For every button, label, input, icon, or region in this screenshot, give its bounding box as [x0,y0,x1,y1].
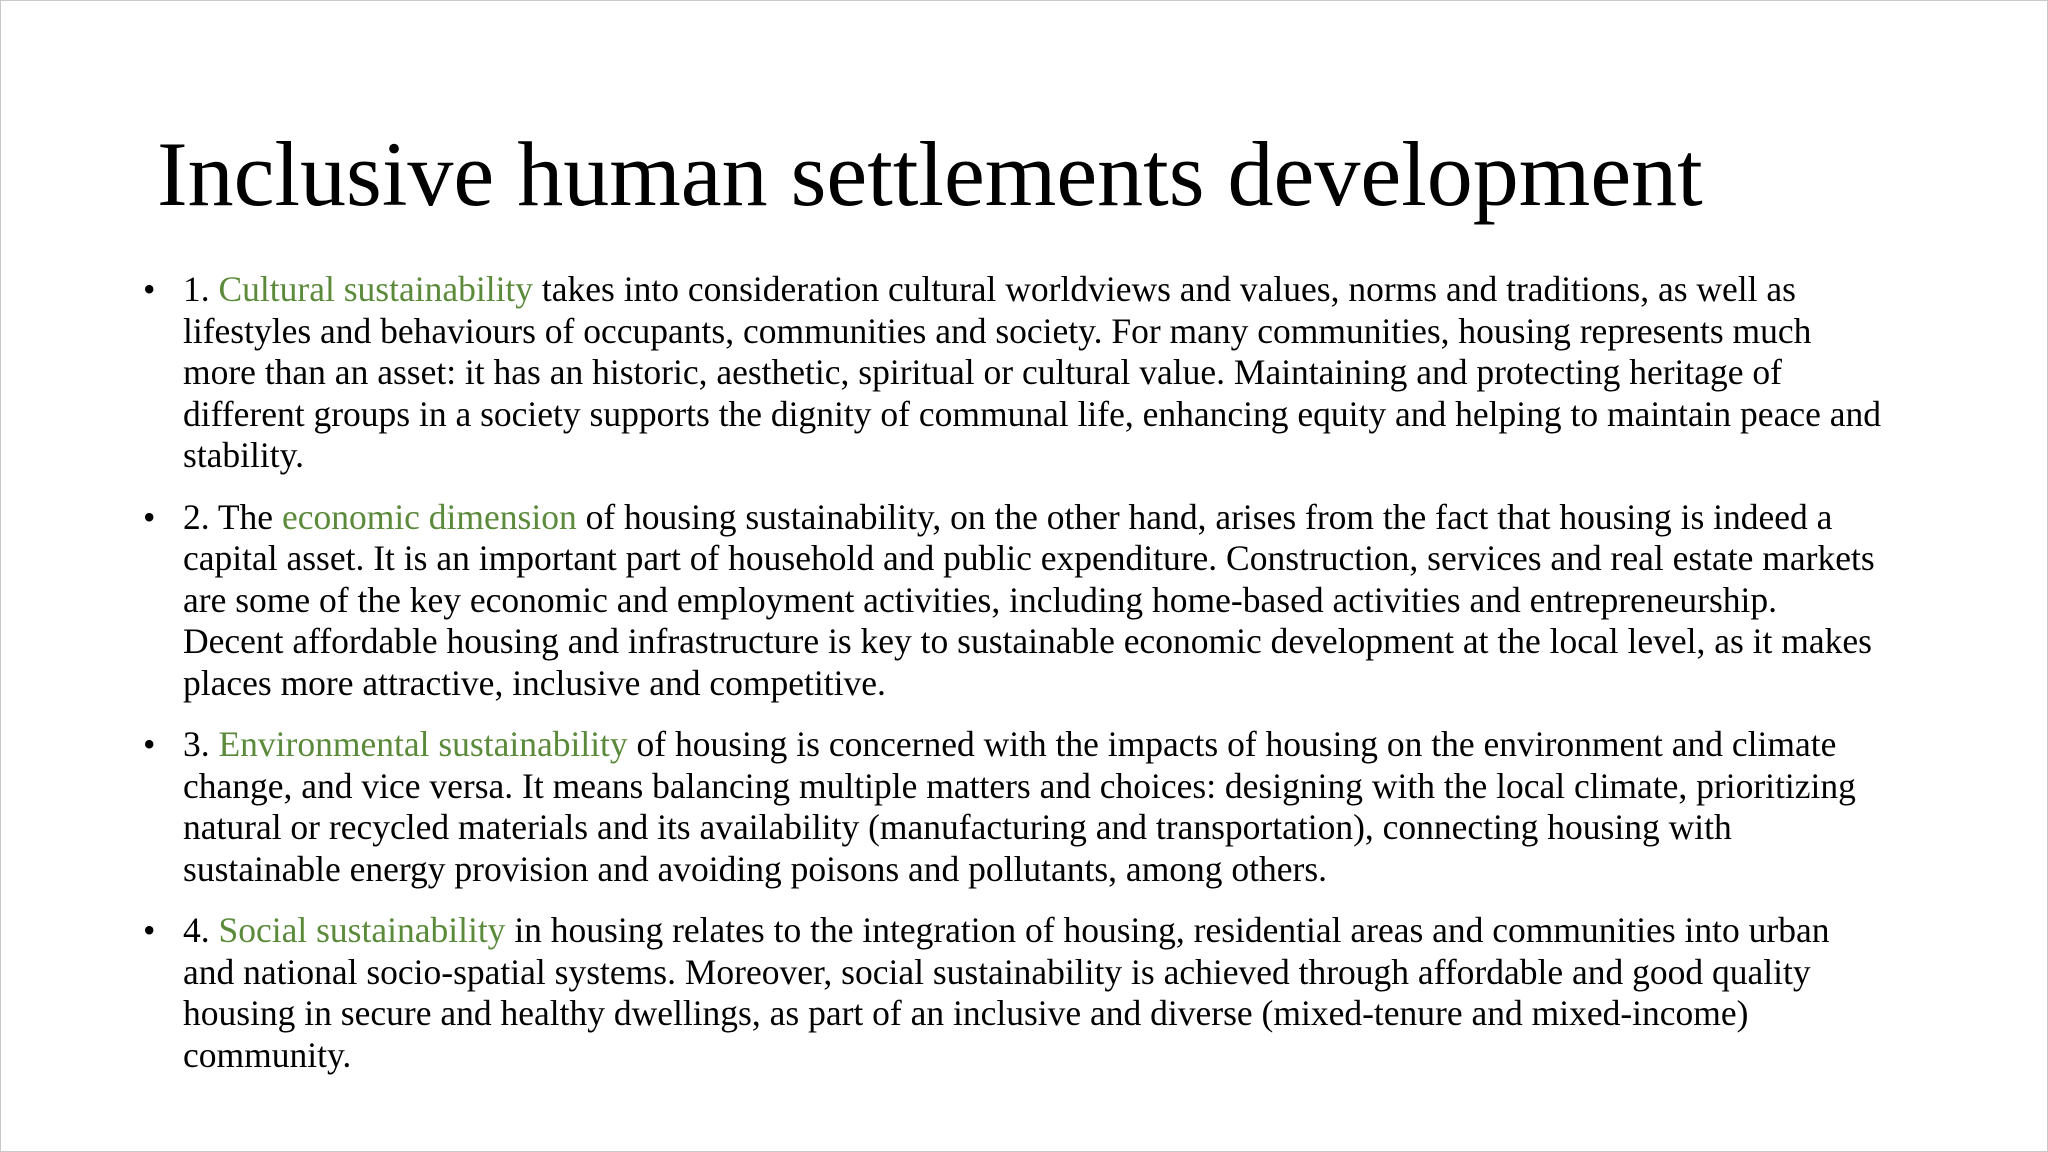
bullet-text: takes into consideration cultural worldviews and values, norms and traditions, as well as lifestyles and behaviours of occupants, communities and society. For many communities, housing represents much more than an asset: it has an historic, aesthetic, spiritual or cultural value. Maintaining and protecting heritage of different groups in a society supports the dignity of communal life, enhancing equity and helping to maintain peace and stability. [183,269,1881,475]
slide-title: Inclusive human settlements development [157,123,1703,225]
bullet-marker: • [143,910,156,950]
highlight-term: Cultural sustainability [218,269,534,309]
bullet-text: of housing sustainability, on the other hand, arises from the fact that housing is indeed a capital asset. It is an important part of household and public expenditure. Construction, services and real estate markets are some of the key economic and employment activities, including home-based activities and entrepreneurship. Decent affordable housing and infrastructure is key to sustainable economic development at the local level, as it makes places more attractive, inclusive and competitive. [183,496,1875,703]
bullet-prefix: 3. [183,724,219,764]
highlight-term: Environmental sustainability [218,724,628,764]
bullet-text: in housing relates to the integration of housing, residential areas and communities into urban and national socio-spatial systems. Moreover, social sustainability is achieved through affordable and good quality housing in secure and healthy dwellings, as part of an inclusive and diverse (mixed-tenure and mixed-income) community. [183,910,1830,1075]
bullet-list [143,269,1883,1096]
bullet-item-cultural [143,269,1883,477]
bullet-item-environmental [143,724,1883,890]
bullet-item-economic [143,496,1883,705]
bullet-marker: • [143,724,156,764]
bullet-marker: • [143,269,156,309]
bullet-prefix: 4. [183,910,219,950]
highlight-term: Social sustainability [218,910,506,950]
bullet-prefix: 1. [183,269,219,309]
bullet-item-social [143,910,1883,1076]
bullet-prefix: 2. The [183,496,282,537]
bullet-text: of housing is concerned with the impacts of housing on the environment and climate change, and vice versa. It means balancing multiple matters and choices: designing with the local climate, prioritizing natural or recycled materials and its availability (manufacturing and transportation), connecting housing with sustainable energy provision and avoiding poisons and pollutants, among others. [183,724,1856,889]
highlight-term: economic dimension [281,496,577,537]
bullet-marker: • [143,496,156,537]
